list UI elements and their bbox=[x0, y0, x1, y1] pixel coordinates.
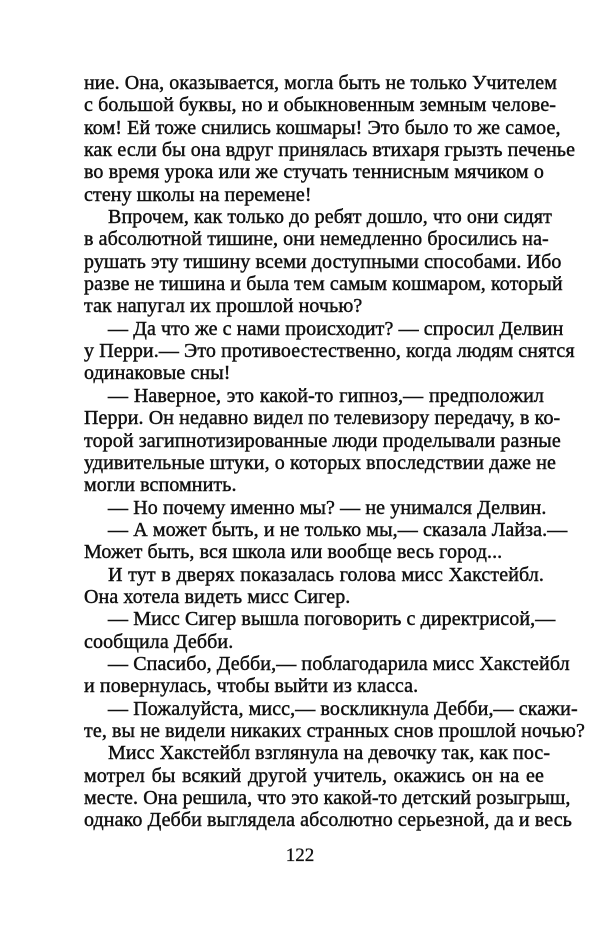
text-line: — Да что же с нами происходит? — спросил Делвин bbox=[108, 317, 564, 340]
text-line: Впрочем, как только до ребят дошло, что они сидят bbox=[108, 206, 552, 229]
paragraph bbox=[84, 317, 575, 385]
text-line: Мисс Хакстейбл взглянула на девочку так, как пос- bbox=[108, 742, 551, 765]
text-line: — Пожалуйста, мисс,— воскликнула Дебби,— скажи- bbox=[108, 697, 578, 720]
paragraph bbox=[84, 697, 585, 743]
text-line: — Наверное, это какой-то гипноз,— предположил bbox=[108, 384, 544, 407]
text-line: — Мисс Сигер вышла поговорить с директрисой,— bbox=[108, 608, 556, 631]
paragraph bbox=[84, 564, 544, 609]
paragraph bbox=[84, 742, 572, 832]
text-line: Перри. Он недавно видел по телевизору передачу, в ко- bbox=[84, 407, 561, 430]
paragraph bbox=[84, 652, 570, 698]
text-line: рушать эту тишину всеми доступными способами. Ибо bbox=[84, 250, 562, 273]
text-line: ние. Она, оказывается, могла быть не только Учителем bbox=[84, 72, 557, 94]
text-line: торой загипнотизированные люди проделывали разные bbox=[84, 429, 561, 452]
text-line: ком! Ей тоже снились кошмары! Это было то же самое, bbox=[84, 116, 561, 139]
paragraph bbox=[84, 518, 568, 564]
text-line: И тут в дверях показалась голова мисс Хакстейбл. bbox=[108, 563, 544, 586]
paragraph bbox=[84, 384, 561, 497]
text-line: с большой буквы, но и обыкновенным земным челове- bbox=[84, 94, 557, 117]
paragraph bbox=[84, 608, 556, 653]
text-line: как если бы она вдруг принялась втихаря грызть печенье bbox=[84, 139, 576, 162]
text-line: сообщила Дебби. bbox=[84, 630, 234, 653]
text-line: в абсолютной тишине, они немедленно бросились на- bbox=[84, 228, 549, 251]
text-line: — А может быть, и не только мы,— сказала Лайза.— bbox=[108, 518, 568, 541]
text-line: однако Дебби выглядела абсолютно серьезной, да и весь bbox=[84, 809, 572, 832]
text-line: мотрел бы всякий другой учитель, окажись он на ее bbox=[84, 764, 544, 787]
text-line: — Но почему именно мы? — не унимался Делвин. bbox=[108, 496, 547, 519]
text-line: Она хотела видеть мисс Сигер. bbox=[84, 585, 351, 608]
paragraph bbox=[84, 72, 576, 206]
text-line: могли вспомнить. bbox=[84, 474, 237, 497]
text-line: разве не тишина и была тем самым кошмаром, который bbox=[84, 273, 563, 296]
text-line: так напугал их прошлой ночью? bbox=[84, 295, 363, 318]
text-line: те, вы не видели никаких странных снов прошлой ночью? bbox=[84, 719, 585, 742]
text-line: у Перри.— Это противоестественно, когда людям снятся bbox=[84, 340, 575, 363]
paragraph bbox=[84, 206, 563, 318]
page-number: 122 bbox=[285, 845, 315, 866]
text-line: во время урока или же стучать теннисным мячиком о bbox=[84, 161, 544, 184]
paragraph bbox=[84, 496, 547, 519]
text-line: — Спасибо, Дебби,— поблагодарила мисс Хакстейбл bbox=[108, 652, 570, 675]
text-line: стену школы на перемене! bbox=[84, 183, 312, 206]
text-line: и повернулась, чтобы выйти из класса. bbox=[84, 675, 419, 698]
page-text bbox=[84, 72, 585, 832]
text-line: Может быть, вся школа или вообще весь город... bbox=[84, 541, 503, 564]
text-line: одинаковые сны! bbox=[84, 362, 231, 385]
text-line: удивительные штуки, о которых впоследствии даже не bbox=[84, 451, 556, 474]
text-line: месте. Она решила, что это какой-то детский розыгрыш, bbox=[84, 787, 571, 809]
